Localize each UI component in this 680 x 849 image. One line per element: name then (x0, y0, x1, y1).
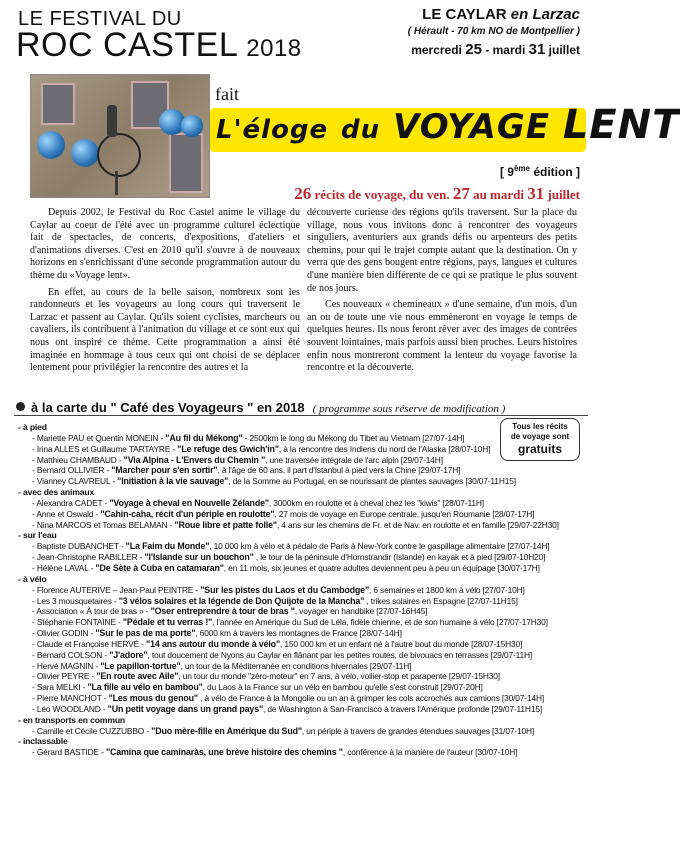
programme-item (18, 661, 590, 672)
speaker-name: - Baptiste DUBANCHET - (32, 541, 126, 552)
talk-description: , un tour de la Méditerranée en conditions hivernales [29/07-11H] (180, 660, 412, 671)
talk-title: "Duo mère-fille en Amérique du Sud" (151, 725, 302, 736)
photo-unicycle-wheel (97, 133, 141, 177)
programme-item (18, 639, 590, 650)
programme-item (18, 747, 590, 758)
talk-description: , de Washington à San-Francisco à travers l'Amérique profonde [29/07-11H15] (263, 703, 543, 714)
talk-title: "Oser entreprendre à tour de bras " (150, 606, 295, 617)
speaker-name: - Bernard COLSON - (32, 649, 110, 660)
location-region: en Larzac (510, 6, 580, 23)
speaker-name: - Jean-Christophe RABILLER - (32, 552, 145, 563)
dates-prefix: mercredi (411, 43, 462, 57)
speaker-name: - Léo WOODLAND - (32, 703, 108, 714)
recits-summary (294, 184, 580, 204)
speaker-name: - Nina MARCOS et Tomas BELAMAN - (32, 519, 175, 530)
speaker-name: - Vianney CLAVREUL - (32, 476, 118, 487)
photo-window (41, 83, 75, 125)
intro-column-left (30, 207, 300, 375)
recits-day2: 31 (527, 184, 545, 203)
badge-line: Tous les récits (512, 422, 568, 431)
talk-title: "14 ans autour du monde à vélo" (146, 638, 281, 649)
programme-list (18, 422, 590, 758)
programme-item (18, 693, 590, 704)
talk-title: "Roue libre et patte folle" (174, 519, 277, 530)
talk-description: , conférence à la manière de l'auteur [30/07-10H] (342, 747, 518, 758)
programme-item (18, 433, 590, 444)
talk-title: "Voyage à cheval en Nouvelle Zélande" (109, 497, 269, 508)
category-label: - inclassable (18, 736, 68, 747)
talk-description: , 4 ans sur les chemins de Fr. et de Nav. en roulotte et en famille [29/07-22H30] (276, 519, 559, 530)
talk-title: "Sur les pistes du Laos et du Cambodge" (200, 584, 370, 595)
programme-item (18, 509, 590, 520)
dates-mid: - mardi (485, 43, 526, 57)
intro-column-right (307, 207, 577, 375)
badge-emphasis: gratuits (517, 442, 562, 456)
eloge-du: du (341, 115, 381, 145)
speaker-name: - Matthieu CHAMBAUD - (32, 454, 124, 465)
bullet-icon (16, 402, 25, 411)
talk-description: , 10 000 km à vélo et à pédalo de Paris à New-York contre le gaspillage alimentaire [27/07-14H] (209, 541, 550, 552)
talk-description: , 6000 km à travers les montagnes de France [28/07-14H] (195, 628, 402, 639)
programme-item (18, 563, 590, 574)
festival-name: ROC CASTEL (16, 26, 239, 64)
talk-description: , un périple à travers de grandes étendues sauvages [31/07-10H] (301, 725, 535, 736)
photo-rider (107, 105, 117, 137)
programme-item (18, 606, 590, 617)
talk-title: "Sur le pas de ma porte" (95, 628, 196, 639)
talk-title: "Pédale et tu verras !" (122, 617, 213, 628)
programme-item (18, 585, 590, 596)
talk-title: "Au fil du Mékong" (165, 432, 243, 443)
speaker-name: - Pierre MANCHOT - (32, 693, 109, 704)
programme-title: à la carte du " Café des Voyageurs " en 2018 (31, 400, 305, 415)
edition-label (500, 164, 580, 179)
section-divider (14, 415, 588, 416)
talk-title: "Le papillon-tortue" (100, 660, 181, 671)
festival-year: 2018 (246, 35, 302, 62)
programme-item (18, 476, 590, 487)
festival-line1: LE FESTIVAL DU (18, 8, 182, 30)
talk-description: , une traversée intégrale de l'arc alpin [29/07-14H] (265, 454, 443, 465)
recits-text: juillet (544, 187, 580, 202)
speaker-name: - Bernard OLLIVIER - (32, 465, 112, 476)
programme-item (18, 465, 590, 476)
recits-count: 26 (294, 184, 312, 203)
talk-title: "Camina que caminaràs, une brève histoire des chemins " (105, 747, 343, 758)
photo-pole (115, 171, 118, 195)
photo-globe (71, 139, 99, 167)
talk-description: , un tour du monde "zéro-moteur" en 7 ans, à vélo, voilier-stop et parapente [29/07-15H30] (178, 671, 500, 682)
programme-item (18, 444, 590, 455)
talk-title: "Le refuge des Gwich'in" (177, 443, 279, 454)
talk-description: , 6 semaines et 1800 km à vélo [27/07-10H] (369, 584, 525, 595)
talk-description: , l'année en Amérique du Sud de Léla, fidèle chienne, et de son humaine à vélo [27/07-17H30] (212, 617, 548, 628)
talk-description: , de la Somme au Portugal, en se nourissant de plantes sauvages [30/07-11H15] (228, 476, 516, 487)
location-city: LE CAYLAR (422, 6, 507, 23)
edition-open: [ 9 (499, 165, 514, 179)
badge-line: de voyage sont (510, 432, 570, 441)
speaker-name: - Olivier PEYRE - (32, 671, 97, 682)
speaker-name: - Sara MELKI - (32, 682, 88, 693)
talk-title: "Via Alpina - L'Envers du Chemin " (123, 454, 266, 465)
intro-paragraph: En effet, au cours de la belle saison, nombreux sont les randonneurs et les voyageurs au long cours qui traversent le Larzac et passent au Caylar. Qu'ils soient cyclistes, marcheurs ou cavaliers, ils contribuent à l'animation du village et ce sont eux qui nous ont inspiré ce thème. Cette programmation a ainsi été imaginée en hommage à tous ceux qui ont choisi de se déplacer lentement pour privilégier la rencontre des autres et la (30, 286, 300, 374)
talk-title: "Un petit voyage dans un grand pays" (107, 703, 264, 714)
programme-item (18, 596, 590, 607)
festival-dates (411, 41, 580, 58)
programme-heading (16, 400, 505, 415)
eloge-part1: L'éloge (216, 115, 329, 145)
talk-title: "Initiation à la vie sauvage" (117, 476, 229, 487)
talk-description: , à la rencontre des Indiens du nord de l'Alaska [28/07-10H] (278, 443, 491, 454)
photo-window (169, 133, 203, 193)
speaker-name: - Irina ALLES et Guillaume TARTAYRE - (32, 443, 178, 454)
talk-description: , à vélo de France à la Mongolie ou un an à grimper les cols accrochés aux camions [30/07-14H] (197, 693, 545, 704)
programme-note: ( programme sous réserve de modification ) (312, 403, 506, 415)
talk-description: , en 11 mois, six jeunes et quatre adultes deviennent peu à peu un équipage [30/07-17H] (223, 562, 540, 573)
dates-day1: 25 (465, 41, 482, 58)
talk-description: , voyager en handbike [27/07-16H45] (294, 606, 428, 617)
programme-item (18, 541, 590, 552)
speaker-name: - Camille et Cécile CUZZUBBO - (32, 725, 152, 736)
talk-title: "La fille au vélo en bambou" (87, 682, 203, 693)
festival-title (16, 26, 302, 65)
fait-label: fait (215, 84, 239, 104)
programme-item (18, 650, 590, 661)
talk-title: "De Sète à Cuba en catamaran" (95, 562, 224, 573)
talk-description: , trikes solaires en Espagne [27/07-11H15] (364, 595, 518, 606)
speaker-name: - Mariette PAU et Quentin MONEIN - (32, 432, 166, 443)
talk-description: , tout doucement de Nyons au Caylar en flânant par les petites routes, de bivouacs en terrasses [29/07-11H] (147, 649, 533, 660)
speaker-name: - Anne et Oswald - (32, 508, 101, 519)
talk-title: "En route avec Aile" (96, 671, 179, 682)
recits-day1: 27 (452, 184, 470, 203)
eloge-voyage: VOYAGE (393, 107, 550, 147)
location-title (422, 6, 580, 23)
photo-globe (181, 115, 203, 137)
intro-paragraph: Depuis 2002, le Festival du Roc Castel anime le village du Caylar au coeur de l'été avec un programme culturel éclectique fait de spectacles, de concerts, d'expositions, d'ateliers et d'animations diverses. C'est en 2010 qu'il s'ouvre à de nouveaux horizons en s'enrichissant d'une seconde programmation autour du thème du «Voyage lent». (30, 207, 300, 281)
talk-description: , à l'âge de 60 ans, il part d'Istanbul à pied vers la Chine [29/07-17H] (217, 465, 461, 476)
speaker-name: - Olivier GODIN - (32, 628, 96, 639)
intro-paragraph: découverte curieuse des régions qu'ils traversent. Sur la place du village, nous vous invitons donc à rencontrer des voyageurs singuliers, aventuriers aux grands défis ou arpenteurs des petits chemins, pour qui le trajet compte autant que la destination. On y verra que des gens bougent entre régions, pays, langues et cultures d'une manière bien différente de ce qui se pratique le plus souvent de nos jours. (307, 207, 577, 294)
programme-item (18, 498, 590, 509)
eloge-title (216, 102, 680, 148)
programme-item (18, 552, 590, 563)
talk-title: "Marcher pour s'en sortir" (111, 465, 218, 476)
speaker-name: - Alexandra CADET - (32, 497, 110, 508)
photo-globe (37, 131, 65, 159)
category-label: - en transports en commun (18, 714, 126, 725)
speaker-name: - Stéphanie FONTAINE - (32, 617, 123, 628)
talk-title: "La Faim du Monde" (125, 541, 210, 552)
dates-month: juillet (548, 43, 580, 57)
recits-text: récits de voyage, du ven. (311, 187, 453, 202)
talk-description: , du Laos à la France sur un vélo en bambou qu'elle s'est construit [29/07-20H] (202, 682, 483, 693)
talk-title: "Les mous du genou" (108, 693, 198, 704)
talk-title: "J'adore" (109, 649, 148, 660)
speaker-name: - Florence AUTERIVE – Jean-Paul PEINTRE - (32, 584, 201, 595)
programme-item (18, 726, 590, 737)
speaker-name: - Claude et Françoise HERVÉ - (32, 638, 147, 649)
category-label: - avec des animaux (18, 487, 95, 498)
location-detail: ( Hérault - 70 km NO de Montpellier ) (407, 26, 580, 37)
speaker-name: - Hervé MAGNIN - (32, 660, 101, 671)
talk-title: "Cahin-caha, récit d'un périple en roulotte" (100, 508, 275, 519)
talk-title: "3 vélos solaires et la légende de Don Quijote de la Mancha" (118, 595, 365, 606)
eloge-lent: LENT (562, 102, 680, 148)
intro-paragraph: Ces nouveaux « chemineaux » d'une semaine, d'un mois, d'un an ou de toute une vie nous emmèneront en voyage le temps de quelques heures. Ils nous feront rêver avec des images de contrées souvent lointaines, mais parfois aussi bien proches. Leurs histoires enfin nous montreront comment la lenteur du voyage favorise la rencontre et la découverte. (307, 299, 577, 374)
programme-item (18, 704, 590, 715)
programme-item (18, 628, 590, 639)
category-label: - à vélo (18, 573, 47, 584)
speaker-name: - Les 3 mousquetaires - (32, 595, 119, 606)
speaker-name: - Hélène LAVAL - (32, 562, 96, 573)
programme-item (18, 671, 590, 682)
programme-item (18, 617, 590, 628)
talk-description: - 2500km le long du Mékong du Tibet au Vietnam [27/07-14H] (242, 432, 465, 443)
category-label: - à pied (18, 422, 47, 432)
programme-item (18, 455, 590, 466)
programme-item (18, 682, 590, 693)
festival-photo (30, 74, 210, 198)
recits-text: au mardi (469, 187, 528, 202)
programme-item (18, 520, 590, 531)
category-label: - sur l'eau (18, 530, 57, 541)
speaker-name: - Association « À tour de bras » - (32, 606, 151, 617)
edition-sup: ème (513, 164, 530, 173)
talk-description: , 27 mois de voyage en Europe centrale, jusqu'en Roumanie [28/07-17H] (274, 508, 535, 519)
talk-description: , 150 000 km et un enfant né à l'autre bout du monde [28/07-15H30] (280, 638, 523, 649)
talk-title: "l'Islande sur un bouchon" (144, 552, 254, 563)
dates-day2: 31 (528, 41, 546, 58)
talk-description: , 3000km en roulotte et à cheval chez les "kiwis" [28/07-11H] (268, 497, 484, 508)
edition-close: édition ] (530, 165, 580, 179)
speaker-name: - Gérard BASTIDE - (32, 747, 106, 758)
talk-description: , le tour de la péninsule d'Hornstrandir (Islande) en kayak et à pied [29/07-10H20] (253, 552, 546, 563)
